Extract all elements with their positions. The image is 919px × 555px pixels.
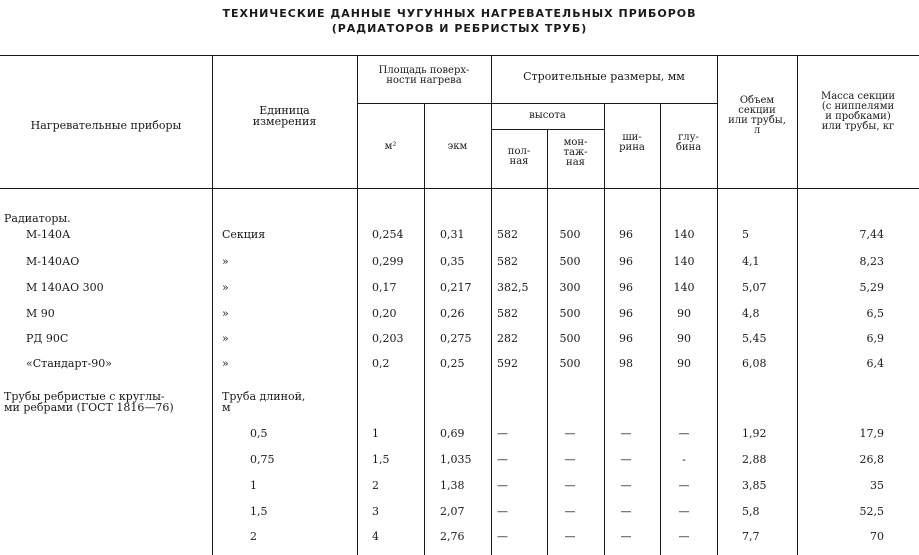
pipe-row-2-full-cell: — bbox=[497, 453, 508, 466]
pipe-row-4-width-cell: — bbox=[620, 505, 632, 518]
radiator-row-4-mount-cell: 500 bbox=[559, 307, 581, 320]
radiator-row-1-m2-cell: 0,254 bbox=[372, 228, 404, 241]
pipe-row-3-length-cell: 1 bbox=[250, 479, 257, 492]
radiator-row-2-mount-cell: 500 bbox=[559, 255, 581, 268]
radiator-row-3-unit-cell: » bbox=[222, 281, 229, 294]
pipe-row-2-m2-cell: 1,5 bbox=[372, 453, 390, 466]
radiator-row-5-mass-cell: 6,9 bbox=[866, 332, 884, 345]
radiator-row-2-full-cell: 582 bbox=[497, 255, 518, 268]
radiator-row-1-full-cell: 582 bbox=[497, 228, 518, 241]
header-height: высота bbox=[529, 110, 566, 121]
pipe-row-3-width-cell: — bbox=[620, 479, 632, 492]
radiator-row-2-ekm-cell: 0,35 bbox=[440, 255, 465, 268]
rule-header-bottom bbox=[0, 188, 919, 189]
header-width: ши- рина bbox=[619, 132, 645, 153]
pipe-row-3-depth-cell: — bbox=[678, 479, 690, 492]
radiator-row-3-ekm-cell: 0,217 bbox=[440, 281, 472, 294]
pipe-row-5-mass-cell: 70 bbox=[870, 530, 884, 543]
pipe-row-3-volume-cell: 3,85 bbox=[742, 479, 767, 492]
radiator-row-4-volume-cell: 4,8 bbox=[742, 307, 760, 320]
pipe-row-2-width-cell: — bbox=[620, 453, 632, 466]
pipe-row-4-mount-cell: — bbox=[564, 505, 576, 518]
pipe-row-2-ekm-cell: 1,035 bbox=[440, 453, 472, 466]
pipe-row-1-mass-cell: 17,9 bbox=[859, 427, 884, 440]
radiator-row-5-depth-cell: 90 bbox=[677, 332, 691, 345]
radiator-row-3-name-cell: М 140АО 300 bbox=[26, 281, 104, 294]
header-depth: глу- бина bbox=[675, 132, 702, 153]
radiator-row-3-mount-cell: 300 bbox=[559, 281, 581, 294]
radiator-row-3-full-cell: 382,5 bbox=[497, 281, 529, 294]
radiator-row-6-ekm-cell: 0,25 bbox=[440, 357, 465, 370]
group-label-pipes-line-2: ми ребрами (ГОСТ 1816—76) bbox=[4, 401, 174, 414]
radiator-row-3-volume-cell: 5,07 bbox=[742, 281, 767, 294]
pipe-row-3-ekm-cell: 1,38 bbox=[440, 479, 465, 492]
pipe-row-1-mount-cell: — bbox=[564, 427, 576, 440]
col-divider-1 bbox=[212, 55, 213, 555]
title-line-1: ТЕХНИЧЕСКИЕ ДАННЫЕ ЧУГУННЫХ НАГРЕВАТЕЛЬНЫХ ПРИБОРОВ bbox=[222, 7, 697, 20]
header-height-mount: мон- таж- ная bbox=[563, 137, 588, 168]
pipe-row-5-mount-cell: — bbox=[564, 530, 576, 543]
pipe-row-2-depth-cell: - bbox=[682, 453, 686, 466]
pipe-row-2-length-cell: 0,75 bbox=[250, 453, 275, 466]
radiator-row-2-depth-cell: 140 bbox=[673, 255, 695, 268]
col-divider-2 bbox=[357, 55, 358, 555]
radiator-row-5-ekm-cell: 0,275 bbox=[440, 332, 472, 345]
pipe-row-3-full-cell: — bbox=[497, 479, 508, 492]
radiator-row-4-depth-cell: 90 bbox=[677, 307, 691, 320]
col-divider-3 bbox=[424, 103, 425, 555]
pipe-row-5-ekm-cell: 2,76 bbox=[440, 530, 465, 543]
header-sizes: Строительные размеры, мм bbox=[523, 70, 685, 83]
radiator-row-1-depth-cell: 140 bbox=[673, 228, 695, 241]
radiator-row-2-mass-cell: 8,23 bbox=[859, 255, 884, 268]
radiator-row-6-m2-cell: 0,2 bbox=[372, 357, 390, 370]
pipe-row-2-mount-cell: — bbox=[564, 453, 576, 466]
radiator-row-1-ekm-cell: 0,31 bbox=[440, 228, 465, 241]
pipe-row-5-length-cell: 2 bbox=[250, 530, 257, 543]
header-device: Нагревательные приборы bbox=[30, 119, 182, 132]
header-area: Площадь поверх- ности нагрева bbox=[378, 65, 470, 86]
radiator-row-1-mass-cell: 7,44 bbox=[859, 228, 884, 241]
pipe-row-4-volume-cell: 5,8 bbox=[742, 505, 760, 518]
radiator-row-4-name-cell: М 90 bbox=[26, 307, 55, 320]
radiator-row-1-unit-cell: Секция bbox=[222, 228, 266, 241]
header-area-m2: м² bbox=[384, 141, 397, 152]
radiator-row-4-unit-cell: » bbox=[222, 307, 229, 320]
pipe-row-5-depth-cell: — bbox=[678, 530, 690, 543]
rule-top bbox=[0, 55, 919, 56]
radiator-row-5-m2-cell: 0,203 bbox=[372, 332, 404, 345]
radiator-row-2-m2-cell: 0,299 bbox=[372, 255, 404, 268]
radiator-row-6-full-cell: 592 bbox=[497, 357, 518, 370]
pipe-row-3-mass-cell: 35 bbox=[870, 479, 884, 492]
pipe-row-1-ekm-cell: 0,69 bbox=[440, 427, 465, 440]
radiator-row-2-volume-cell: 4,1 bbox=[742, 255, 760, 268]
radiator-row-5-mount-cell: 500 bbox=[559, 332, 581, 345]
radiator-row-4-full-cell: 582 bbox=[497, 307, 518, 320]
radiator-row-5-unit-cell: » bbox=[222, 332, 229, 345]
radiator-row-6-name-cell: «Стандарт-90» bbox=[26, 357, 113, 370]
pipe-row-1-volume-cell: 1,92 bbox=[742, 427, 767, 440]
radiator-row-1-mount-cell: 500 bbox=[559, 228, 581, 241]
radiator-row-4-m2-cell: 0,20 bbox=[372, 307, 397, 320]
pipe-row-3-m2-cell: 2 bbox=[372, 479, 379, 492]
pipe-row-4-ekm-cell: 2,07 bbox=[440, 505, 465, 518]
radiator-row-6-unit-cell: » bbox=[222, 357, 229, 370]
pipe-row-2-volume-cell: 2,88 bbox=[742, 453, 767, 466]
col-divider-4 bbox=[491, 55, 492, 555]
pipe-unit-line-1: Труба длиной, bbox=[222, 390, 306, 403]
radiator-row-3-mass-cell: 5,29 bbox=[859, 281, 884, 294]
radiator-row-5-volume-cell: 5,45 bbox=[742, 332, 767, 345]
pipe-row-4-m2-cell: 3 bbox=[372, 505, 379, 518]
radiator-row-1-volume-cell: 5 bbox=[742, 228, 749, 241]
pipe-row-5-full-cell: — bbox=[497, 530, 508, 543]
pipe-row-4-length-cell: 1,5 bbox=[250, 505, 268, 518]
pipe-row-4-depth-cell: — bbox=[678, 505, 690, 518]
radiator-row-6-width-cell: 98 bbox=[619, 357, 633, 370]
radiator-row-5-width-cell: 96 bbox=[619, 332, 633, 345]
radiator-row-1-name-cell: М-140А bbox=[26, 228, 71, 241]
pipe-row-3-mount-cell: — bbox=[564, 479, 576, 492]
radiator-row-6-mass-cell: 6,4 bbox=[866, 357, 884, 370]
radiator-row-2-name-cell: М-140АО bbox=[26, 255, 80, 268]
pipe-row-1-m2-cell: 1 bbox=[372, 427, 379, 440]
radiator-row-3-m2-cell: 0,17 bbox=[372, 281, 397, 294]
header-height-full: пол- ная bbox=[507, 146, 531, 167]
pipe-row-4-full-cell: — bbox=[497, 505, 508, 518]
radiator-row-2-unit-cell: » bbox=[222, 255, 229, 268]
title-line-2: (РАДИАТОРОВ И РЕБРИСТЫХ ТРУБ) bbox=[331, 22, 588, 35]
pipe-row-4-mass-cell: 52,5 bbox=[859, 505, 884, 518]
pipe-row-5-volume-cell: 7,7 bbox=[742, 530, 760, 543]
group-label-radiators: Радиаторы. bbox=[4, 212, 71, 225]
pipe-row-1-width-cell: — bbox=[620, 427, 632, 440]
radiator-row-6-volume-cell: 6,08 bbox=[742, 357, 767, 370]
pipe-row-1-length-cell: 0,5 bbox=[250, 427, 268, 440]
header-area-ekm: экм bbox=[447, 141, 468, 152]
pipe-row-2-mass-cell: 26,8 bbox=[859, 453, 884, 466]
radiator-row-4-mass-cell: 6,5 bbox=[866, 307, 884, 320]
radiator-row-4-ekm-cell: 0,26 bbox=[440, 307, 465, 320]
radiator-row-1-width-cell: 96 bbox=[619, 228, 633, 241]
pipe-row-5-m2-cell: 4 bbox=[372, 530, 379, 543]
header-mass: Масса секции (с ниппелями и пробками) или трубы, кг bbox=[820, 91, 896, 132]
pipe-unit-line-2: м bbox=[222, 401, 231, 414]
header-unit: Единица измерения bbox=[252, 104, 317, 128]
pipe-row-1-full-cell: — bbox=[497, 427, 508, 440]
pipe-row-5-width-cell: — bbox=[620, 530, 632, 543]
radiator-row-2-width-cell: 96 bbox=[619, 255, 633, 268]
radiator-row-6-depth-cell: 90 bbox=[677, 357, 691, 370]
pipe-row-1-depth-cell: — bbox=[678, 427, 690, 440]
radiator-row-4-width-cell: 96 bbox=[619, 307, 633, 320]
radiator-row-6-mount-cell: 500 bbox=[559, 357, 581, 370]
radiator-row-3-depth-cell: 140 bbox=[673, 281, 695, 294]
radiator-row-3-width-cell: 96 bbox=[619, 281, 633, 294]
radiator-row-5-name-cell: РД 90С bbox=[26, 332, 69, 345]
radiator-row-5-full-cell: 282 bbox=[497, 332, 518, 345]
table-title bbox=[0, 6, 919, 36]
group-label-pipes-line-1: Трубы ребристые с круглы- bbox=[4, 390, 165, 403]
header-volume: Объем секции или трубы, л bbox=[728, 95, 786, 136]
